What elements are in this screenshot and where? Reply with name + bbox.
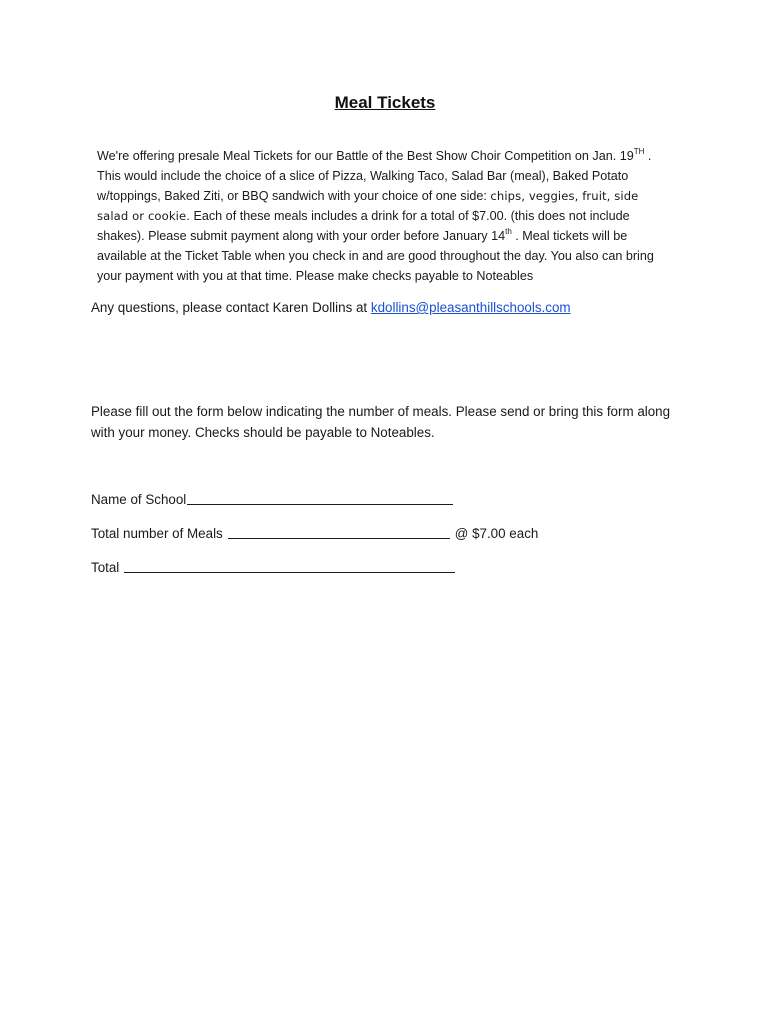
side-options-text: salad or cookie. bbox=[97, 209, 190, 223]
instructions-line: Please fill out the form below indicating the number of meals. Please send or bring this form along bbox=[91, 404, 671, 419]
intro-line bbox=[97, 146, 687, 166]
intro-text: . bbox=[644, 149, 652, 163]
total-row bbox=[91, 558, 455, 575]
instructions-line: with your money. Checks should be payable to Noteables. bbox=[91, 425, 435, 440]
intro-line: This would include the choice of a slice of Pizza, Walking Taco, Salad Bar (meal), Baked Potato bbox=[97, 169, 629, 183]
intro-text: w/toppings, Baked Ziti, or BBQ sandwich with your choice of one side: bbox=[97, 189, 491, 203]
intro-text: Each of these meals includes a drink for a total of $7.00. (this does not include bbox=[189, 209, 630, 223]
total-label: Total bbox=[91, 560, 120, 575]
total-field[interactable] bbox=[124, 558, 455, 573]
intro-line bbox=[97, 206, 687, 226]
intro-line: available at the Ticket Table when you check in and are good throughout the day. You also can bring bbox=[97, 249, 654, 263]
contact-text: Any questions, please contact Karen Dollins at bbox=[91, 300, 371, 315]
meals-count-label: Total number of Meals bbox=[91, 526, 223, 541]
meals-count-field[interactable] bbox=[228, 524, 450, 539]
intro-line bbox=[97, 226, 687, 246]
intro-text: . Meal tickets will be bbox=[511, 229, 628, 243]
side-options-text: chips, veggies, fruit, side bbox=[490, 189, 639, 203]
superscript-text: TH bbox=[633, 146, 645, 156]
intro-line bbox=[97, 186, 687, 206]
intro-text: We're offering presale Meal Tickets for our Battle of the Best Show Choir Competition on Jan. 19 bbox=[97, 149, 634, 163]
intro-paragraph bbox=[97, 146, 687, 286]
school-name-row bbox=[91, 490, 453, 507]
page-title: Meal Tickets bbox=[334, 93, 436, 112]
intro-line: your payment with you at that time. Please make checks payable to Noteables bbox=[97, 269, 534, 283]
school-name-label: Name of School bbox=[91, 492, 187, 507]
instructions-paragraph bbox=[91, 401, 691, 443]
intro-text: shakes). Please submit payment along with your order before January 14 bbox=[97, 229, 506, 243]
contact-line bbox=[91, 300, 571, 315]
superscript-text: th bbox=[505, 226, 512, 236]
meal-price-text: @ $7.00 each bbox=[454, 526, 539, 541]
email-link[interactable]: kdollins@pleasanthillschools.com bbox=[370, 300, 571, 315]
school-name-field[interactable] bbox=[187, 490, 453, 505]
meals-count-row bbox=[91, 524, 538, 541]
